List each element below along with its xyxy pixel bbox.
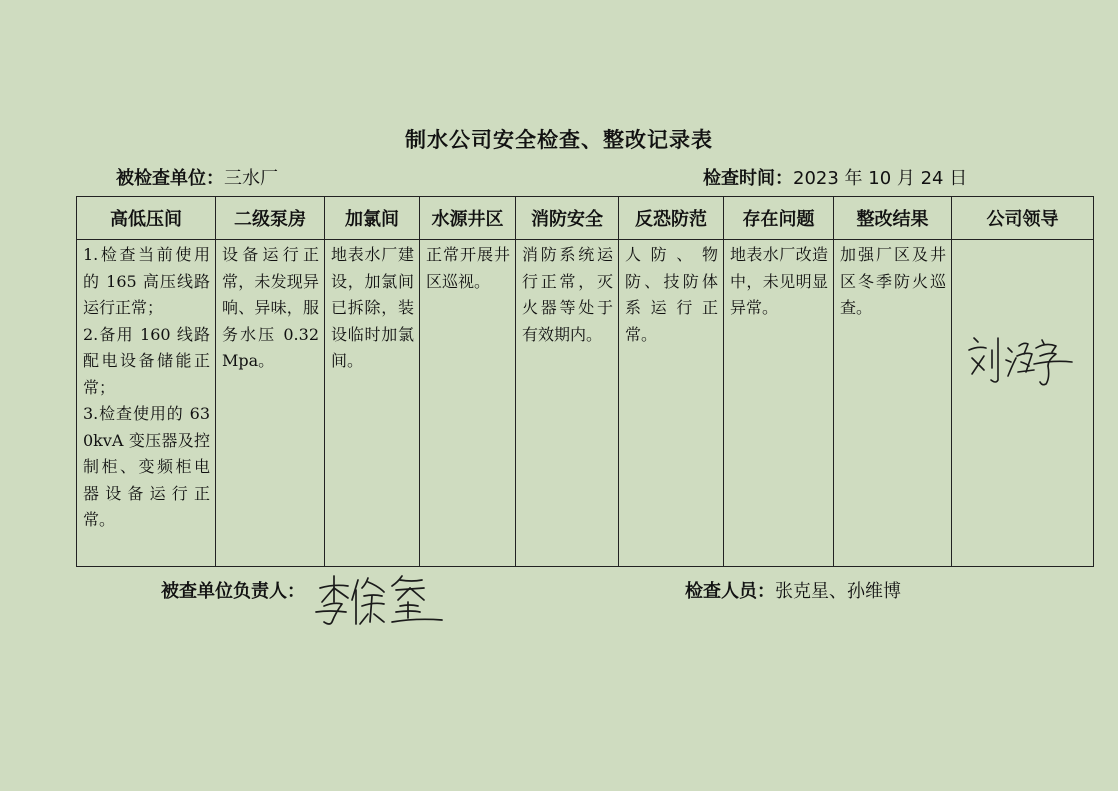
document-title: 制水公司安全检查、整改记录表 bbox=[405, 128, 713, 152]
leader-signature bbox=[964, 332, 1079, 390]
cell-secondary-pump-room: 设备运行正常，未发现异响、异味，服务水压 0.32Mpa。 bbox=[216, 240, 325, 567]
inspectors-value: 张克星、孙维博 bbox=[775, 581, 901, 602]
inspected-unit-value: 三水厂 bbox=[224, 168, 278, 189]
inspection-time bbox=[703, 164, 967, 190]
inspection-time-label: 检查时间： bbox=[703, 168, 793, 189]
header-issues: 存在问题 bbox=[724, 197, 834, 240]
header-secondary-pump-room: 二级泵房 bbox=[216, 197, 325, 240]
header-rectification: 整改结果 bbox=[834, 197, 952, 240]
inspectors-label: 检查人员： bbox=[685, 581, 775, 602]
inspection-time-value: 2023 年 10 月 24 日 bbox=[793, 168, 968, 189]
responsible-person-signature bbox=[312, 572, 452, 632]
inspection-record-table bbox=[76, 196, 1094, 567]
table-row bbox=[77, 240, 1094, 567]
cell-fire-safety: 消防系统运行正常，灭火器等处于有效期内。 bbox=[516, 240, 619, 567]
inspectors bbox=[685, 577, 901, 603]
cell-item-1: 1.检查当前使用的 165 高压线路运行正常； bbox=[83, 245, 210, 317]
cell-item-2: 2.备用 160 线路配电设备储能正常； bbox=[83, 324, 210, 397]
table-header-row bbox=[77, 197, 1094, 240]
header-high-low-voltage: 高低压间 bbox=[77, 197, 216, 240]
header-leadership: 公司领导 bbox=[952, 197, 1094, 240]
header-well-area: 水源井区 bbox=[420, 197, 516, 240]
responsible-person-label: 被查单位负责人： bbox=[161, 581, 305, 602]
cell-leadership bbox=[952, 240, 1094, 567]
cell-item-3: 3.检查使用的 630kvA 变压器及控制柜、变频柜电器设备运行正常。 bbox=[83, 404, 210, 529]
cell-high-low-voltage bbox=[77, 240, 216, 567]
header-fire-safety: 消防安全 bbox=[516, 197, 619, 240]
cell-issues: 地表水厂改造中，未见明显异常。 bbox=[724, 240, 834, 567]
cell-rectification: 加强厂区及井区冬季防火巡查。 bbox=[834, 240, 952, 567]
cell-chlorination-room: 地表水厂建设，加氯间已拆除，装设临时加氯间。 bbox=[325, 240, 420, 567]
inspected-unit-label: 被检查单位： bbox=[116, 168, 224, 189]
cell-well-area: 正常开展井区巡视。 bbox=[420, 240, 516, 567]
header-chlorination-room: 加氯间 bbox=[325, 197, 420, 240]
cell-anti-terror: 人防、物防、技防体系运行正常。 bbox=[619, 240, 724, 567]
inspected-unit bbox=[116, 164, 278, 190]
header-anti-terror: 反恐防范 bbox=[619, 197, 724, 240]
